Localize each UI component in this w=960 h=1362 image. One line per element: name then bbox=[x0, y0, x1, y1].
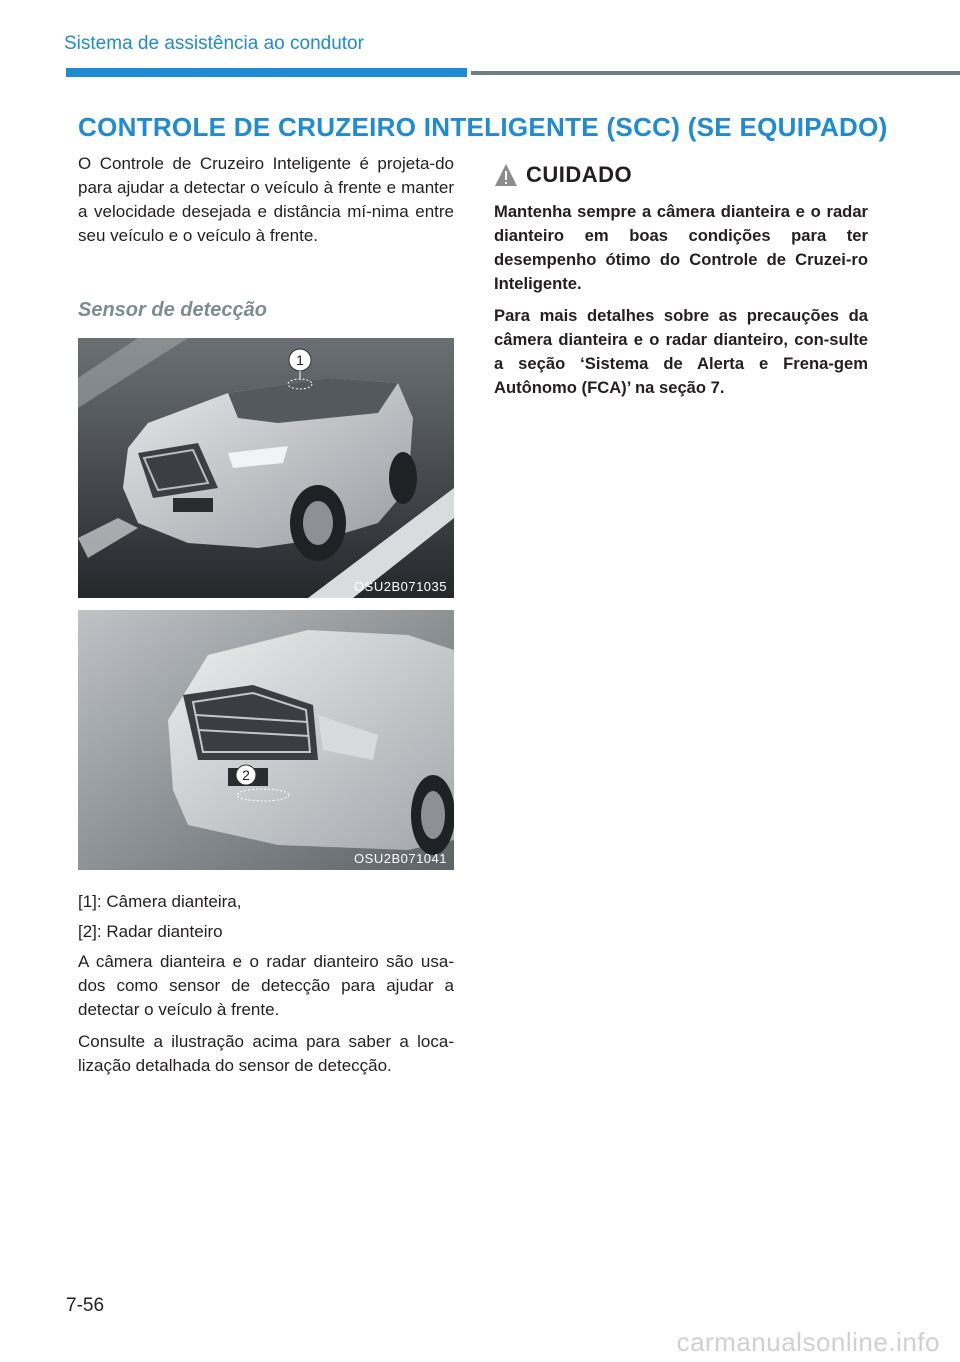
chapter-title: Sistema de assistência ao condutor bbox=[64, 33, 364, 54]
caution-title: CUIDADO bbox=[526, 162, 633, 187]
left-column bbox=[78, 152, 454, 1086]
header-rule-blue bbox=[66, 68, 467, 77]
figure-marker-1: 1 bbox=[296, 352, 304, 368]
warning-triangle-icon bbox=[494, 163, 518, 187]
legend-item-2: [2]: Radar dianteiro bbox=[78, 922, 223, 941]
page-number: 7-56 bbox=[66, 1295, 105, 1316]
figure-marker-2: 2 bbox=[242, 767, 250, 783]
body-paragraph-2: Consulte a ilustração acima para saber a loca-lização detalhada do sensor de detecção. bbox=[78, 1032, 454, 1075]
car-illustration-top bbox=[78, 338, 454, 598]
caution-box bbox=[494, 162, 868, 408]
caution-paragraph-2: Para mais detalhes sobre as precauções da câmera dianteira e o radar dianteiro, con-sulte a seção ‘Sistema de Alerta e Frena-gem Autônomo (FCA)’ na seção 7. bbox=[494, 306, 868, 397]
figure-front-radar bbox=[78, 610, 454, 870]
legend-item-1: [1]: Câmera dianteira, bbox=[78, 892, 242, 911]
body-paragraph-1: A câmera dianteira e o radar dianteiro são usa-dos como sensor de detecção para ajudar a detectar o veículo à frente. bbox=[78, 952, 454, 1019]
header-rule-gray bbox=[471, 71, 960, 75]
figure-front-camera bbox=[78, 338, 454, 598]
section-title: CONTROLE DE CRUZEIRO INTELIGENTE (SCC) (SE EQUIPADO) bbox=[78, 112, 888, 142]
figure-code-1: OSU2B071035 bbox=[354, 579, 447, 594]
car-illustration-bottom bbox=[78, 610, 454, 870]
figure-code-2: OSU2B071041 bbox=[354, 851, 447, 866]
watermark: carmanualsonline.info bbox=[676, 1327, 940, 1357]
intro-paragraph: O Controle de Cruzeiro Inteligente é projeta-do para ajudar a detectar o veículo à frente e manter a velocidade desejada e distância mí-nima entre seu veículo e o veículo à frente. bbox=[78, 154, 454, 245]
caution-header bbox=[494, 162, 868, 188]
subheading-sensor: Sensor de detecção bbox=[78, 299, 267, 321]
caution-paragraph-1: Mantenha sempre a câmera dianteira e o radar dianteiro em boas condições para ter desempenho ótimo do Controle de Cruzei-ro Inteligente. bbox=[494, 202, 868, 293]
